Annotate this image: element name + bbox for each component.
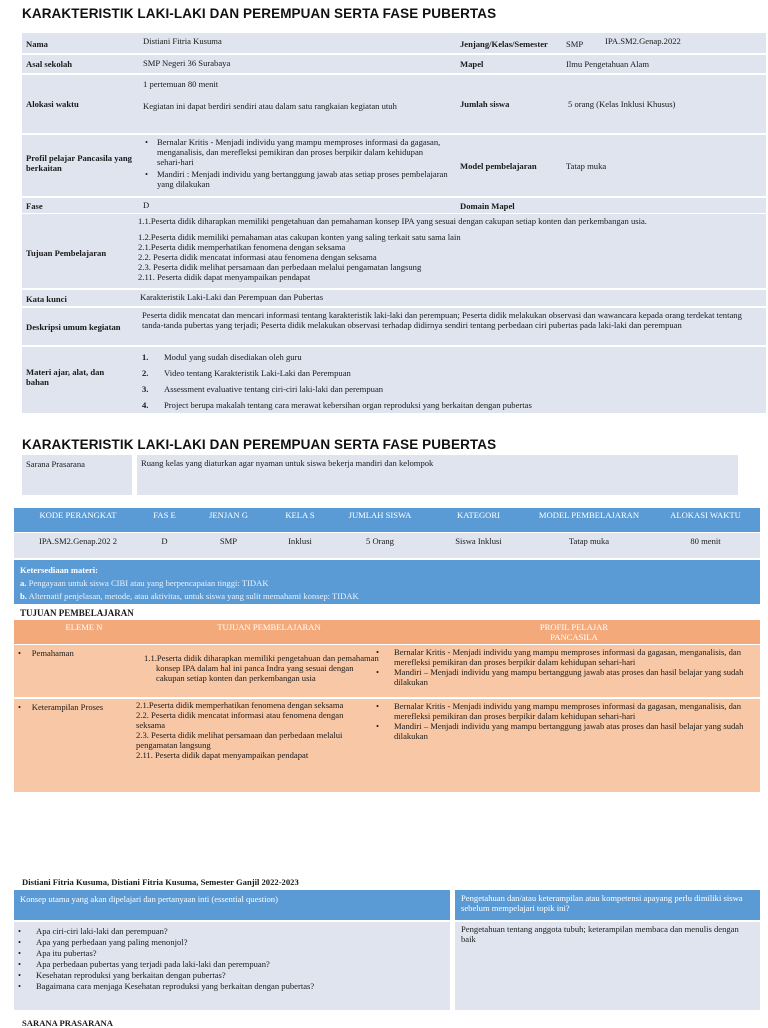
- kata-value: Karakteristik Laki-Laki dan Perempuan dan Pubertas: [140, 292, 324, 302]
- info-value-cell: Tatap muka: [568, 536, 610, 546]
- page-title: KARAKTERISTIK LAKI-LAKI DAN PEREMPUAN SERTA FASE PUBERTAS: [22, 6, 497, 21]
- question-item: • Bagaimana cara menjaga Kesehatan reproduksi yang berkaitan dengan pubertas?: [16, 981, 436, 991]
- prereq-text: Pengetahuan tentang anggota tubuh; keterampilan membaca dan menulis dengan baik: [461, 924, 739, 944]
- profil-bullet: • Mandiri – Menjadi individu yang mampu bertanggung jawab atas proses dan hasil belajar yang sudah dilakukan: [374, 667, 752, 687]
- tujuan-line: 2.1.Peserta didik memperhatikan fenomena dengan seksama: [138, 242, 346, 252]
- jenjang-label: Jenjang/Kelas/Semester: [460, 39, 548, 49]
- nama-label: Nama: [26, 39, 48, 49]
- tujuan-row: [22, 214, 766, 288]
- prereq-cell: [455, 922, 760, 1010]
- info-value-cell: D: [161, 536, 168, 546]
- question-item: • Apa yang perbedaan yang paling menonjol?: [16, 937, 436, 947]
- fase-value: D: [143, 200, 150, 210]
- info-table-header: [14, 508, 760, 532]
- materi-number: 3.: [142, 384, 149, 394]
- info-header-cell: KODE PERANGKAT: [39, 510, 117, 520]
- tujuan-line: 2.2. Peserta didik mencatat informasi atau fenomena dengan seksama: [138, 252, 377, 262]
- materi-text: Modul yang sudah disediakan oleh guru: [164, 352, 302, 362]
- section-3-footer: SARANA PRASARANA: [22, 1018, 113, 1028]
- materi-item: [142, 365, 757, 381]
- header-tujuan: TUJUAN PEMBELAJARAN: [217, 622, 321, 632]
- materi-item: [142, 381, 757, 397]
- tujuan-line: 1.1.Peserta didik diharapkan memiliki pengetahuan dan pemahaman konsep IPA yang sesuai dengan cakupan setiap konten dan perkembangan usia.: [138, 216, 647, 226]
- info-header-cell: ALOKASI WAKTU: [670, 510, 741, 520]
- jumlah-label: Jumlah siswa: [460, 99, 510, 109]
- materi-number: 4.: [142, 400, 149, 410]
- ketersediaan-b: b. Alternatif penjelasan, metode, atau aktivitas, untuk siswa yang sulit memahami konsep: TIDAK: [20, 591, 359, 601]
- row2-profil: [374, 701, 752, 741]
- sarana-value: Ruang kelas yang diaturkan agar nyaman untuk siswa bekerja mandiri dan kelompok: [141, 458, 434, 468]
- info-value-cell: Siswa Inklusi: [455, 536, 502, 546]
- questions-cell: [14, 922, 450, 1010]
- header-elemen: ELEME N: [65, 622, 103, 632]
- model-label: Model pembelajaran: [460, 161, 537, 171]
- question-item: • Apa perbedaan pubertas yang terjadi pada laki-laki dan perempuan?: [16, 959, 436, 969]
- tujuan-line: 2.3. Peserta didik melihat persamaan dan perbedaan melalui pengamatan langsung: [138, 262, 422, 272]
- sarana-value-cell: [137, 455, 738, 495]
- materi-text: Assessment evaluative tentang ciri-ciri laki-laki dan perempuan: [164, 384, 384, 394]
- materi-number: 2.: [142, 368, 149, 378]
- ketersediaan-a: a. Pengayaan untuk siswa CIBI atau yang berpencapaian tinggi: TIDAK: [20, 578, 269, 588]
- concept-header: [14, 890, 450, 920]
- row1-profil: [374, 647, 752, 687]
- tujuan-table-header: [14, 620, 760, 644]
- profil-bullet: • Mandiri – Menjadi individu yang mampu bertanggung jawab atas proses dan hasil belajar yang sudah dilakukan: [374, 721, 752, 741]
- deskripsi-row: [22, 308, 766, 345]
- asal-row: [22, 55, 766, 73]
- asal-label: Asal sekolah: [26, 59, 73, 69]
- concept-header-text: Konsep utama yang akan dipelajari dan pertanyaan inti (essential question): [20, 894, 278, 904]
- profil-label: Profil pelajar Pancasila yang berkaitan: [26, 153, 132, 173]
- info-value-cell: 80 menit: [690, 536, 721, 546]
- profil-row: [22, 135, 766, 196]
- alokasi-label: Alokasi waktu: [26, 99, 79, 109]
- materi-text: Video tentang Karakteristik Laki-Laki dan Perempuan: [164, 368, 351, 378]
- info-header-cell: KATEGORI: [457, 510, 500, 520]
- ketersediaan-box: [14, 560, 760, 604]
- row2-tujuan: 2.1.Peserta didik memperhatikan fenomena dengan seksama 2.2. Peserta didik mencatat informasi atau fenomena dengan seksama 2.3. Peserta didik melihat persamaan dan perbedaan melalui pengamatan langsung 2.11. Peserta didik dapat menyampaikan pendapat: [136, 700, 344, 760]
- question-item: • Apa itu pubertas?: [16, 948, 436, 958]
- profil-item: • Bernalar Kritis - Menjadi individu yang mampu memproses informasi da gagasan, menganalisis, dan merefleksi pemikiran dan proses berpikir dalam kehidupan sehari-hari: [143, 137, 448, 167]
- asal-value: SMP Negeri 36 Surabaya: [143, 58, 231, 68]
- materi-row: [22, 347, 766, 413]
- profil-bullet: • Bernalar Kritis - Menjadi individu yang mampu memproses informasi da gagasan, menganalisis, dan merefleksi pemikiran dan proses berpikir dalam kehidupan sehari-hari: [374, 701, 752, 721]
- alokasi-value-1: 1 pertemuan 80 menit: [143, 79, 219, 89]
- tujuan-line: 2.11. Peserta didik dapat menyampaikan pendapat: [138, 272, 311, 282]
- kata-row: [22, 290, 766, 306]
- tujuan-label: Tujuan Pembelajaran: [26, 248, 107, 258]
- deskripsi-label: Deskripsi umum kegiatan: [26, 322, 121, 332]
- info-header-cell: JUMLAH SISWA: [348, 510, 412, 520]
- alokasi-value-2: Kegiatan ini dapat berdiri sendiri atau dalam satu rangkaian kegiatan utuh: [143, 101, 397, 111]
- kata-label: Kata kunci: [26, 294, 67, 304]
- info-table-values: [14, 533, 760, 558]
- alokasi-row: [22, 75, 766, 133]
- tujuan-lines: [138, 216, 763, 282]
- kode-value: IPA.SM2.Genap.2022: [605, 36, 681, 46]
- materi-item: [142, 349, 757, 365]
- info-value-cell: IPA.SM2.Genap.202 2: [39, 536, 117, 546]
- nama-value: Distiani Fitria Kusuma: [143, 36, 222, 46]
- prereq-header-text: Pengetahuan dan/atau keterampilan atau kompetensi apayang perlu dimiliki siswa sebelum mempelajari topik ini?: [461, 893, 743, 913]
- info-value-cell: 5 Orang: [366, 536, 394, 546]
- materi-text: Project berupa makalah tentang cara merawat kebersihan organ reproduksi yang berkaitan dengan pubertas: [164, 400, 532, 410]
- sarana-label-cell: [22, 455, 132, 495]
- materi-item: [142, 397, 757, 413]
- tujuan-table-row-2: [14, 699, 760, 792]
- question-item: • Kesehatan reproduksi yang berkaitan dengan pubertas?: [16, 970, 436, 980]
- profil-bullet: • Bernalar Kritis - Menjadi individu yang mampu memproses informasi da gagasan, menganalisis, dan merefleksi pemikiran dan proses berpikir dalam kehidupan sehari-hari: [374, 647, 752, 667]
- domain-label: Domain Mapel: [460, 201, 515, 211]
- jumlah-value: 5 orang (Kelas Inklusi Khusus): [568, 99, 676, 109]
- fase-row: [22, 198, 766, 213]
- ketersediaan-title: Ketersediaan materi:: [20, 565, 99, 575]
- tujuan-line: 1.2.Peserta didik memiliki pemahaman atas cakupan konten yang saling terkait satu sama lain: [138, 232, 461, 242]
- row1-tujuan: 1.1.Peserta didik diharapkan memiliki pengetahuan dan pemahaman konsep IPA dalam hal ini panca Indra yang sesuai dengan cakupan setiap konten dan perkembangan usia: [144, 653, 379, 683]
- sarana-label: Sarana Prasarana: [26, 459, 85, 469]
- deskripsi-value: Peserta didik mencatat dan mencari informasi tentang karakteristik laki-laki dan perempuan; Peserta didik melakukan observasi dan wawancara kepada orang terdekat tentang tanda-tanda pubertas yang terjadi; Peserta didik melakukan observasi terhadap didirnya sendiri tentang perbedaan ciri pubertas pada laki-laki dan perempuan: [142, 310, 742, 330]
- fase-label: Fase: [26, 201, 43, 211]
- info-header-cell: FAS E: [153, 510, 176, 520]
- header-profil: PROFIL PELAJAR PANCASILA: [539, 622, 609, 642]
- materi-label: Materi ajar, alat, dan bahan: [26, 367, 105, 387]
- prereq-header: [455, 890, 760, 920]
- mapel-value: Ilmu Pengetahuan Alam: [566, 59, 650, 69]
- questions-list: [16, 926, 436, 992]
- mapel-label: Mapel: [460, 59, 484, 69]
- section-3-header: Distiani Fitria Kusuma, Distiani Fitria Kusuma, Semester Ganjil 2022-2023: [22, 877, 299, 887]
- profil-item: • Mandiri : Menjadi individu yang bertanggung jawab atas setiap proses pembelajaran yang dilakukan: [143, 169, 448, 189]
- row2-elemen: • Keterampilan Proses: [18, 702, 104, 712]
- tujuan-table-title: TUJUAN PEMBELAJARAN: [20, 608, 134, 618]
- tujuan-table-row-1: [14, 645, 760, 697]
- question-item: • Apa ciri-ciri laki-laki dan perempuan?: [16, 926, 436, 936]
- materi-number: 1.: [142, 352, 149, 362]
- jenjang-value: SMP: [566, 39, 584, 49]
- info-value-cell: SMP: [219, 536, 238, 546]
- materi-list: [142, 349, 757, 413]
- nama-row: [22, 33, 766, 53]
- model-value: Tatap muka: [566, 161, 607, 171]
- info-value-cell: Inklusi: [288, 536, 312, 546]
- info-header-cell: MODEL PEMBELAJARAN: [538, 510, 640, 520]
- profil-list: [143, 137, 448, 191]
- row1-elemen: • Pemahaman: [18, 648, 74, 658]
- info-header-cell: KELA S: [285, 510, 315, 520]
- section-2-title: KARAKTERISTIK LAKI-LAKI DAN PEREMPUAN SERTA FASE PUBERTAS: [22, 437, 497, 452]
- info-header-cell: JENJAN G: [209, 510, 248, 520]
